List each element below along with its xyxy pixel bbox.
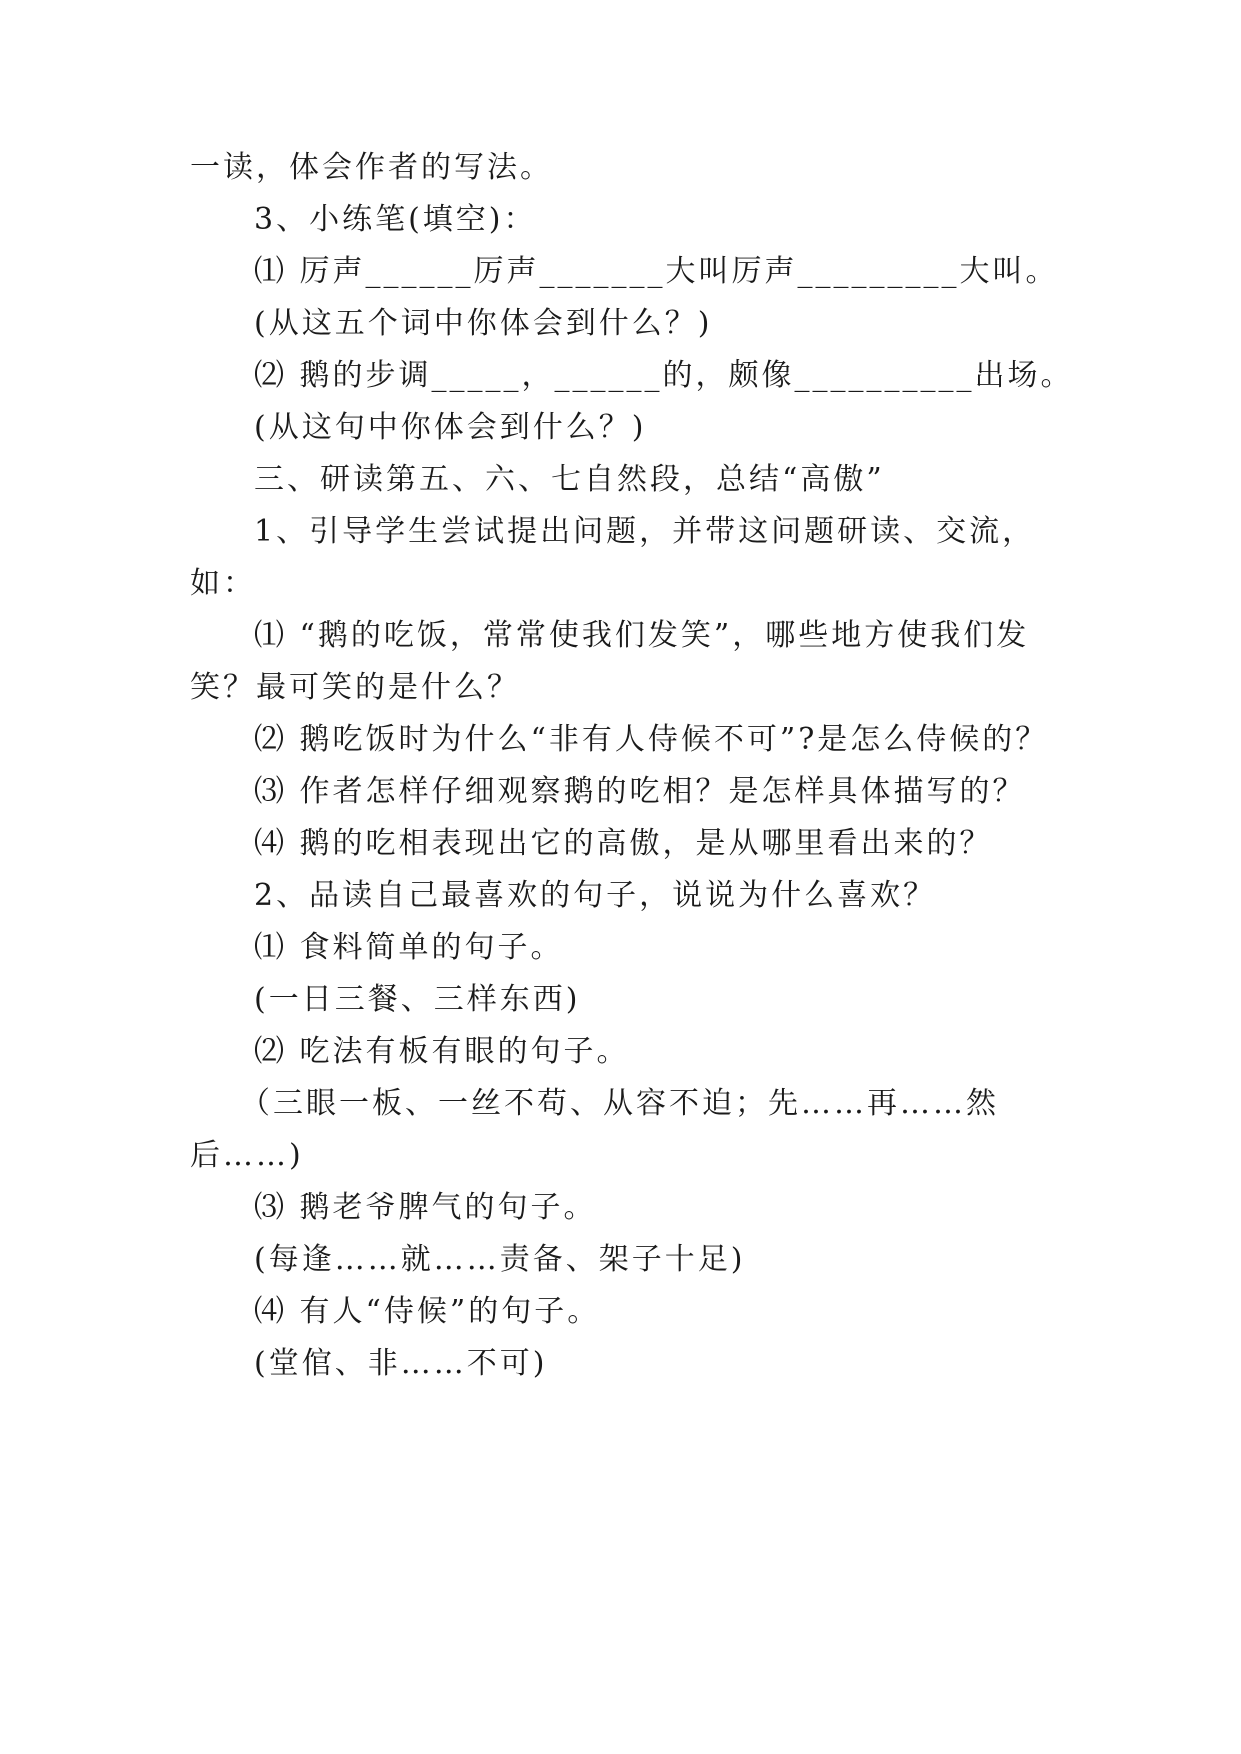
fill-blank-line: ⑵ 鹅的步调_____，______的，颇像__________出场。 (254, 358, 1074, 393)
list-item: ⑵ 吃法有板有眼的句子。 (254, 1034, 630, 1069)
text-line: 如： (190, 566, 256, 601)
text-line: 1、引导学生尝试提出问题，并带这问题研读、交流， (254, 514, 1036, 549)
text-line: 一读，体会作者的写法。 (190, 150, 553, 185)
text-line: （三眼一板、一丝不苟、从容不迫；先……再……然 (240, 1086, 999, 1121)
text-line: 后……) (190, 1138, 304, 1173)
question-line: ⑷ 鹅的吃相表现出它的高傲，是从哪里看出来的？ (254, 826, 993, 861)
text-line: 2、品读自己最喜欢的句子，说说为什么喜欢？ (254, 878, 937, 913)
question-line: ⑶ 作者怎样仔细观察鹅的吃相？是怎样具体描写的？ (254, 774, 1026, 809)
fill-blank-line: ⑴ 厉声______厉声_______大叫厉声_________大叫。 (254, 254, 1059, 289)
text-line: (一日三餐、三样东西) (254, 982, 581, 1017)
question-line: ⑵ 鹅吃饭时为什么“非有人侍候不可”?是怎么侍候的？ (254, 722, 1049, 757)
list-item: ⑶ 鹅老爷脾气的句子。 (254, 1190, 597, 1225)
text-line: (从这句中你体会到什么？) (254, 410, 647, 445)
text-line: 笑？最可笑的是什么？ (190, 670, 520, 705)
list-item: ⑷ 有人“侍候”的句子。 (254, 1294, 601, 1329)
text-line: (从这五个词中你体会到什么？) (254, 306, 713, 341)
text-line: (堂倌、非……不可) (254, 1346, 548, 1381)
text-line: 3、小练笔(填空)： (254, 202, 537, 237)
section-heading: 三、研读第五、六、七自然段，总结“高傲” (254, 462, 885, 497)
list-item: ⑴ 食料简单的句子。 (254, 930, 564, 965)
question-line: ⑴ “鹅的吃饭，常常使我们发笑”，哪些地方使我们发 (254, 618, 1030, 653)
text-line: (每逢……就……责备、架子十足) (254, 1242, 746, 1277)
